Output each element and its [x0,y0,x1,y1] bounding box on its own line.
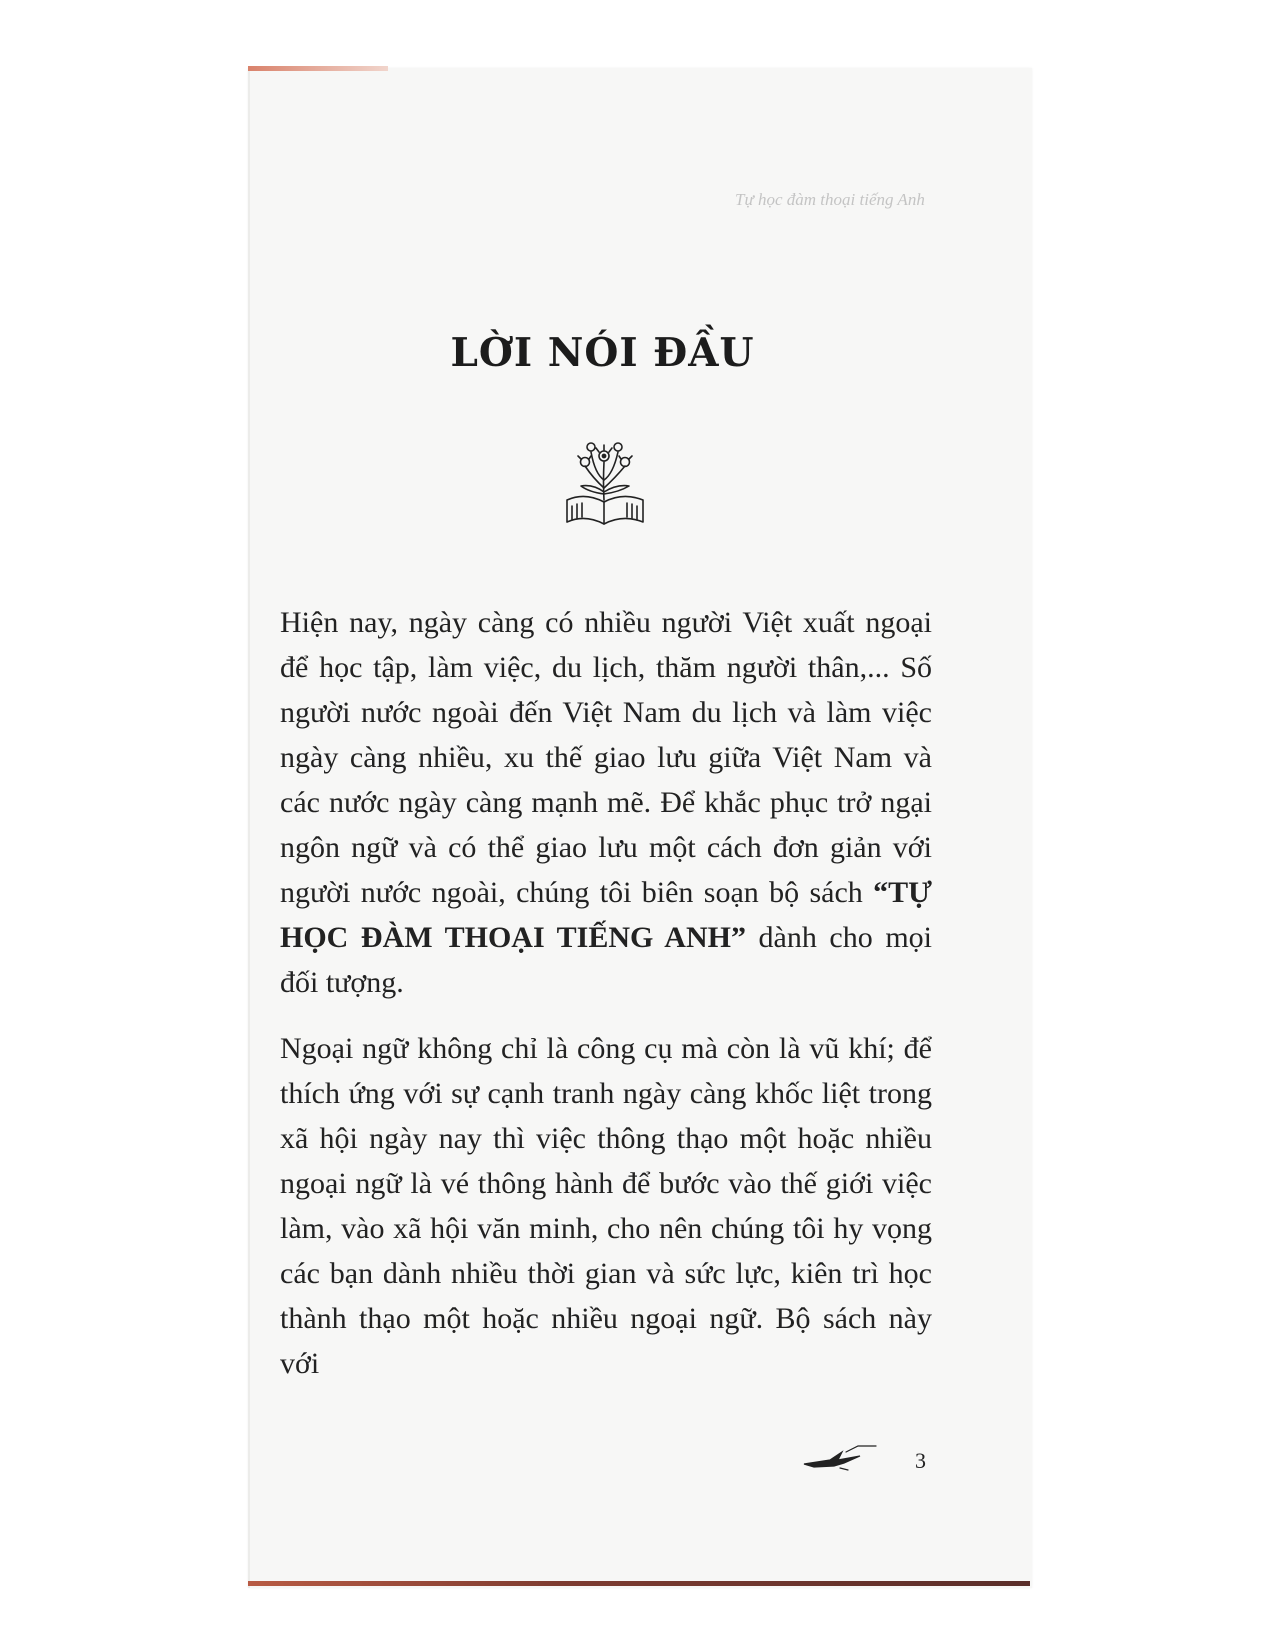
page-edge-top [248,66,388,71]
page-number: 3 [915,1448,926,1473]
page-edge-bottom [248,1581,1030,1586]
book-flowers-ornament-icon [563,432,647,528]
paragraph-intro-tail: dành cho mọi đối tượng. [280,921,932,999]
page-title: LỜI NÓI ĐẦU [450,330,755,376]
paragraph-languages: Ngoại ngữ không chỉ là công cụ mà còn là vũ khí; để thích ứng với sự cạnh tranh ngày càng khốc liệt trong xã hội ngày nay thì việc thông thạo một hoặc nhiều ngoại ngữ là vé thông hành để bước vào thế giới việc làm, vào xã hội văn minh, cho nên chúng tôi hy vọng các bạn dành nhiều thời gian và sức lực, kiên trì học thành thạo một hoặc nhiều ngoại ngữ. Bộ sách này với [280,1032,932,1380]
paragraph-intro-text: Hiện nay, ngày càng có nhiều người Việt xuất ngoại để học tập, làm việc, du lịch, thăm người thân,... Số người nước ngoài đến Việt Nam du lịch và làm việc ngày càng nhiều, xu thế giao lưu giữa Việt Nam và các nước ngày càng mạnh mẽ. Để khắc phục trở ngại ngôn ngữ và có thể giao lưu một cách đơn giản với người nước ngoài, chúng tôi biên soạn bộ sách [280,606,932,909]
swallow-ornament-icon [800,1440,880,1474]
show-through-header: Tự học đàm thoại tiếng Anh [735,190,925,209]
paragraph-intro [280,600,932,1005]
book-series-title: “TỰ HỌC ĐÀM THOẠI TIẾNG ANH” [280,876,932,954]
